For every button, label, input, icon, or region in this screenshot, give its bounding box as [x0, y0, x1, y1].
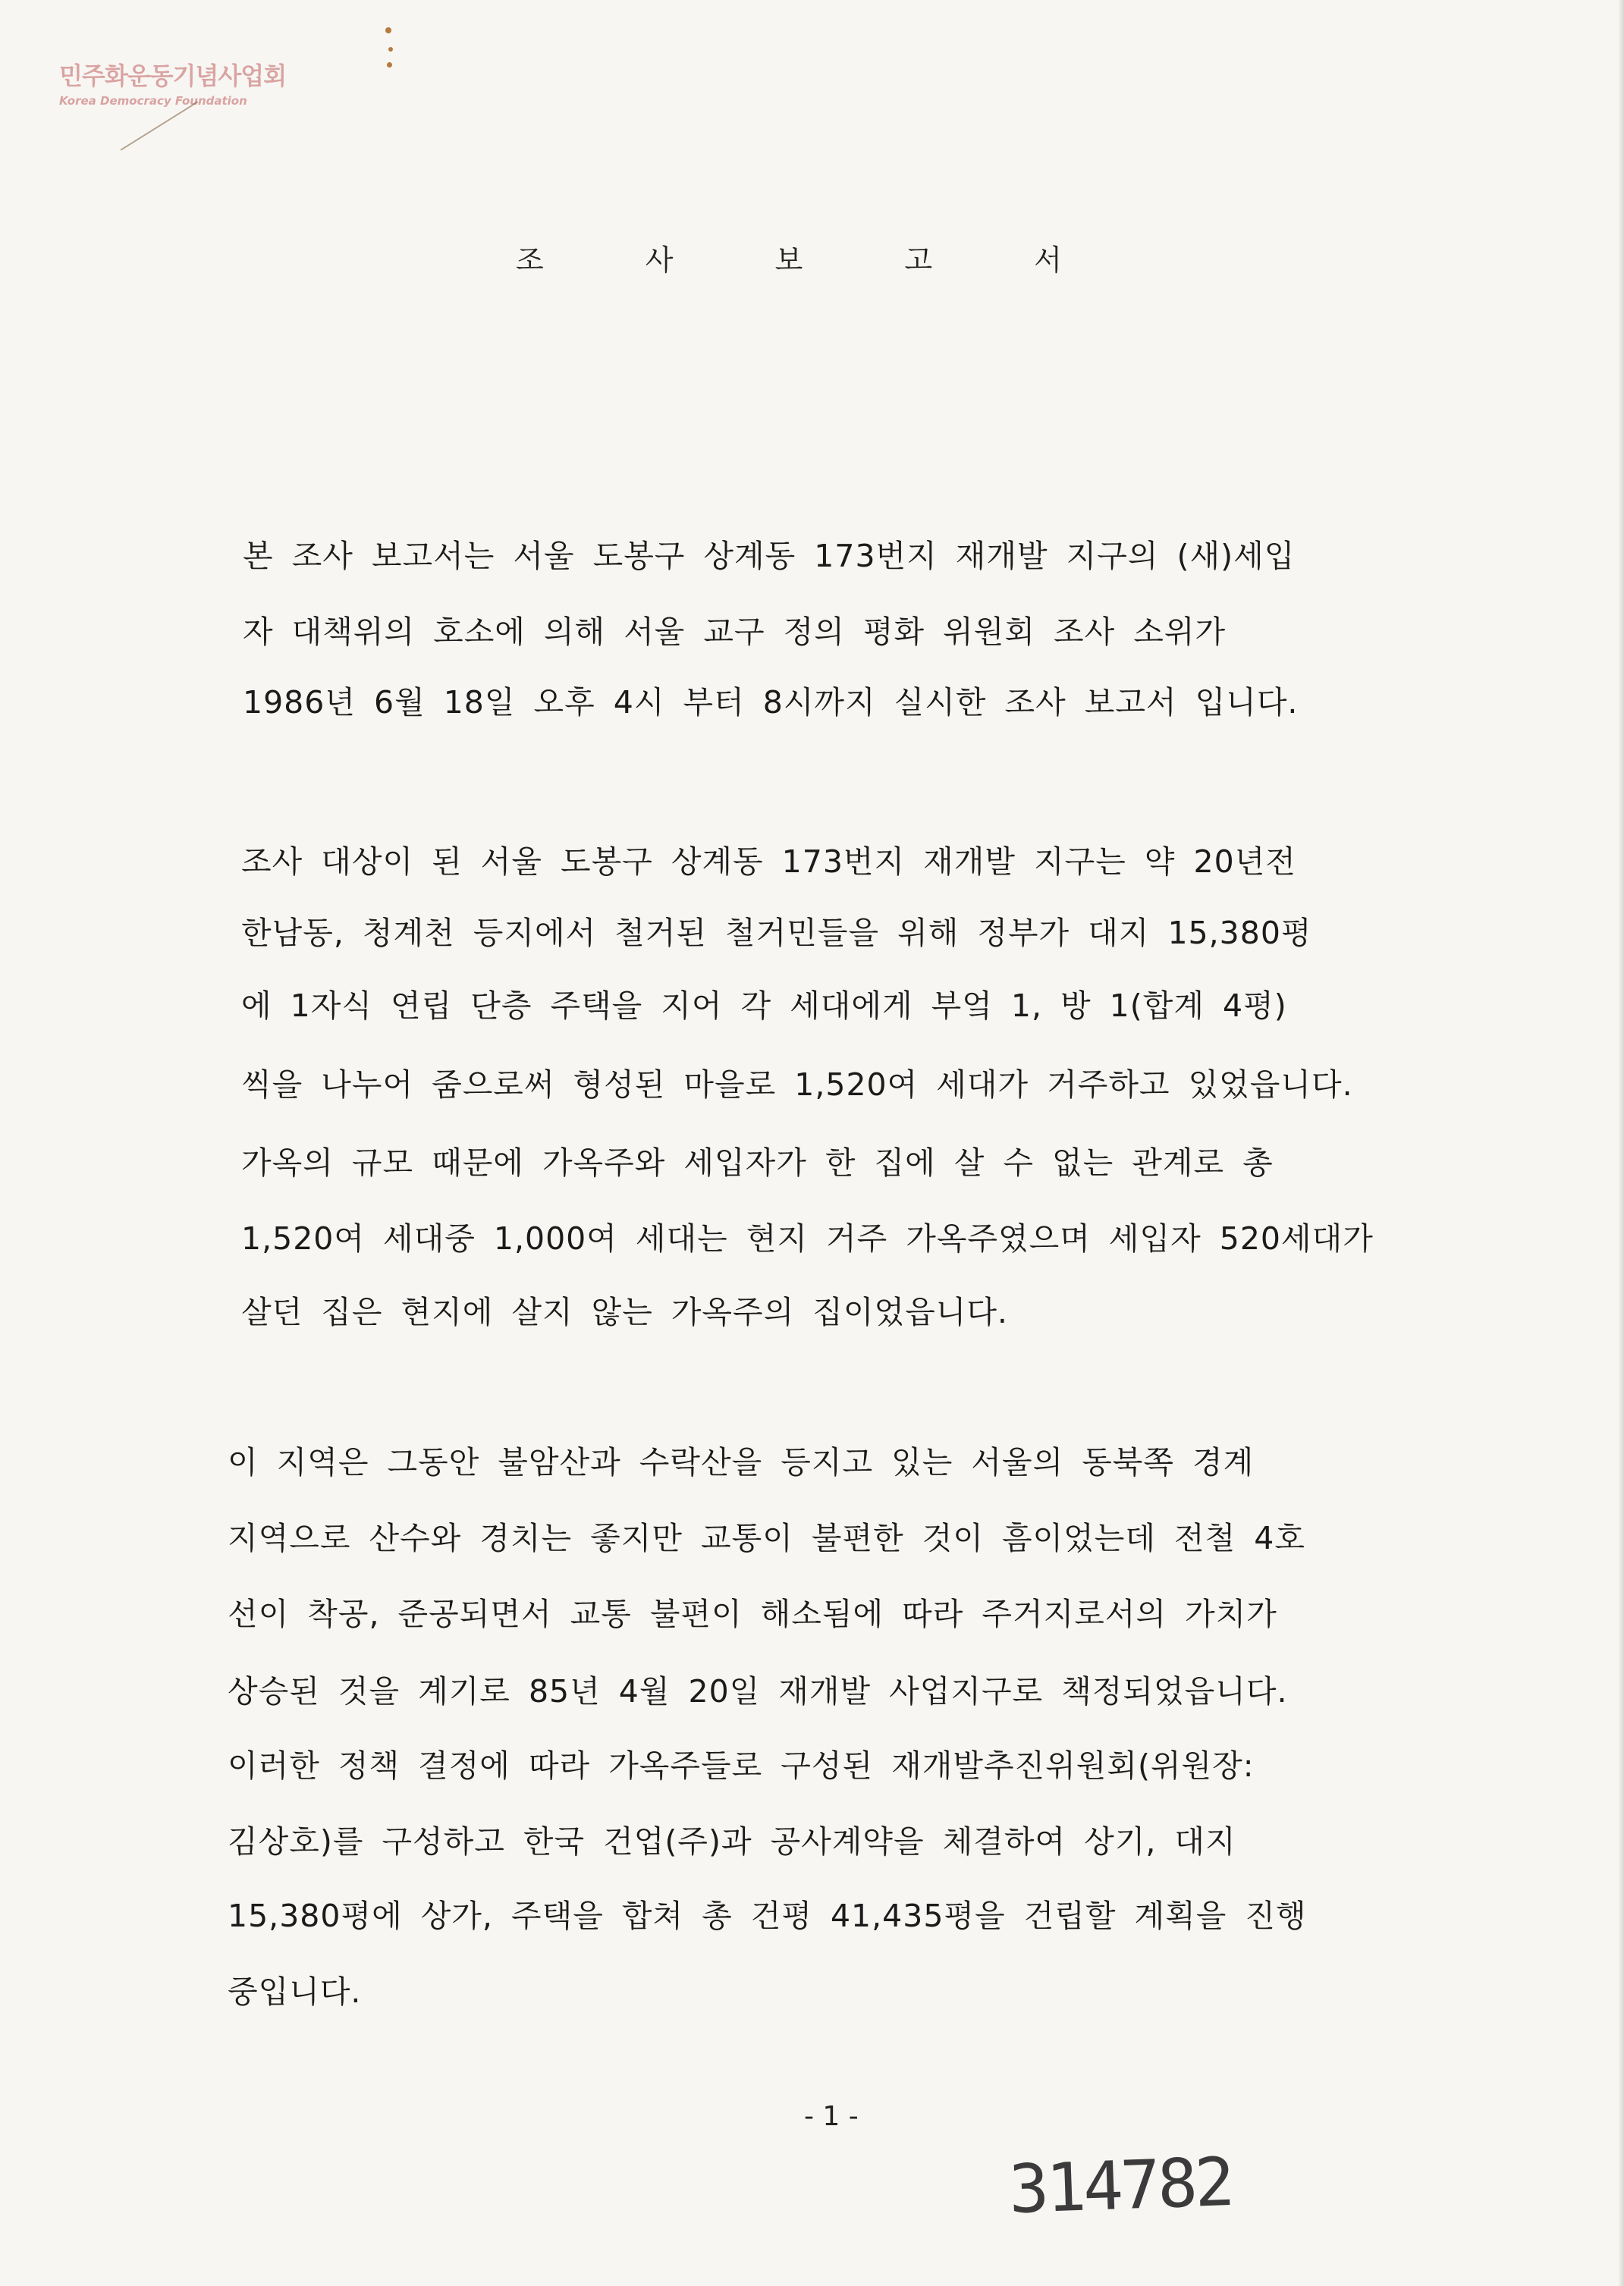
body-line: 에 1자식 연립 단층 주택을 지어 각 세대에게 부엌 1, 방 1(합계 4평) [241, 988, 1287, 1024]
body-line: 1986년 6월 18일 오후 4시 부터 8시까지 실시한 조사 보고서 입니다. [243, 684, 1299, 721]
body-line: 김상호)를 구성하고 한국 건업(주)과 공사계약을 체결하여 상기, 대지 [228, 1823, 1236, 1860]
handwritten-document-number: 314782 [1007, 2142, 1233, 2229]
body-line: 이 지역은 그동안 불암산과 수락산을 등지고 있는 서울의 동북쪽 경계 [228, 1444, 1255, 1481]
document-title: 조 사 보 고 서 [516, 243, 1063, 277]
body-line: 1,520여 세대중 1,000여 세대는 현지 거주 가옥주였으며 세입자 520세대가 [241, 1220, 1374, 1257]
body-line: 중입니다. [228, 1974, 362, 2010]
body-line: 가옥의 규모 때문에 가옥주와 세입자가 한 집에 살 수 없는 관계로 총 [241, 1145, 1274, 1181]
body-line: 살던 집은 현지에 살지 않는 가옥주의 집이었읍니다. [241, 1294, 1008, 1330]
stain-mark [387, 62, 392, 68]
body-line: 선이 착공, 준공되면서 교통 불편이 해소됨에 따라 주거지로서의 가치가 [228, 1596, 1277, 1632]
watermark-korean: 민주화운동기념사업회 [59, 61, 287, 90]
page-number: - 1 - [804, 2101, 859, 2132]
body-line: 조사 대상이 된 서울 도봉구 상계동 173번지 재개발 지구는 약 20년전 [241, 843, 1296, 880]
body-line: 이러한 정책 결정에 따라 가옥주들로 구성된 재개발추진위원회(위원장: [228, 1747, 1255, 1784]
pen-scratch [121, 101, 199, 150]
body-line: 15,380평에 상가, 주택을 합쳐 총 건평 41,435평을 건립할 계획을 진행 [228, 1898, 1307, 1934]
body-line: 한남동, 청계천 등지에서 철거된 철거민들을 위해 정부가 대지 15,380평 [241, 915, 1312, 951]
stain-mark [388, 47, 393, 52]
foundation-watermark [59, 61, 309, 108]
body-line: 상승된 것을 계기로 85년 4월 20일 재개발 사업지구로 책정되었읍니다. [228, 1673, 1288, 1710]
body-line: 씩을 나누어 줌으로써 형성된 마을로 1,520여 세대가 거주하고 있었읍니다. [241, 1066, 1353, 1103]
watermark-english: Korea Democracy Foundation [59, 94, 247, 108]
body-line: 지역으로 산수와 경치는 좋지만 교통이 불편한 것이 흠이었는데 전철 4호 [228, 1520, 1305, 1556]
body-line: 자 대책위의 호소에 의해 서울 교구 정의 평화 위원회 조사 소위가 [243, 614, 1227, 650]
page-edge [1618, 0, 1624, 2286]
body-line: 본 조사 보고서는 서울 도봉구 상계동 173번지 재개발 지구의 (새)세입 [243, 538, 1296, 574]
stain-mark [385, 27, 391, 33]
